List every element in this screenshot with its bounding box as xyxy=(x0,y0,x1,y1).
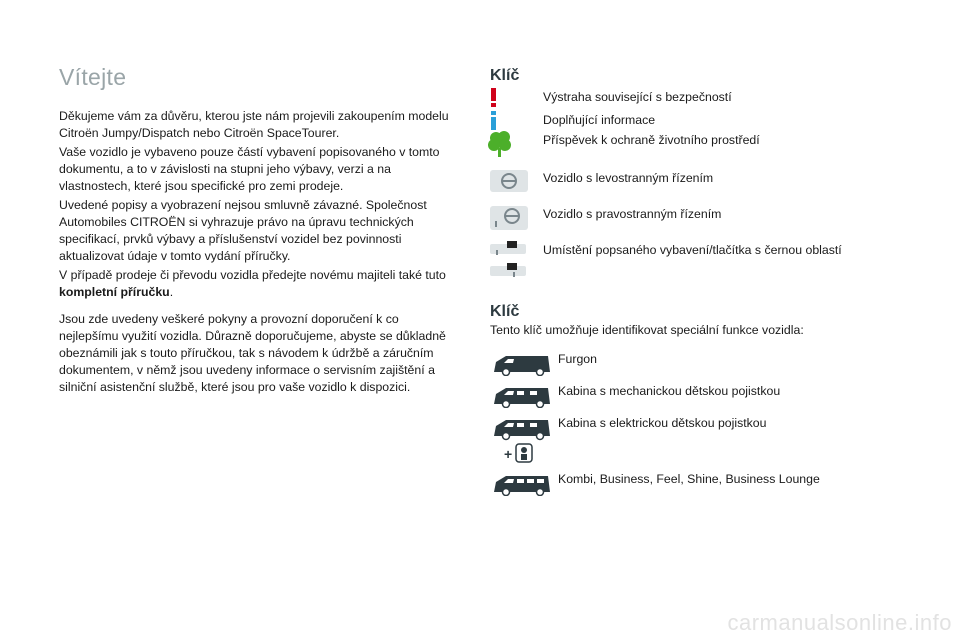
vehicle-item-cab-electric xyxy=(492,416,912,466)
info-icon xyxy=(488,110,508,132)
complete-manual-text: kompletní příručku xyxy=(59,285,170,299)
key-item-label: Doplňující informace xyxy=(543,113,656,127)
van-furgon-icon xyxy=(492,352,552,376)
van-cab-mechanical-lock-icon xyxy=(492,384,552,408)
page-title: Vítejte xyxy=(59,64,127,90)
left-hand-drive-icon xyxy=(488,168,532,194)
vehicle-item-label: Kabina s mechanickou dětskou pojistkou xyxy=(558,384,781,398)
vehicle-item-label: Furgon xyxy=(558,352,597,366)
button-location-icon xyxy=(488,240,532,284)
vehicle-item-label: Kabina s elektrickou dětskou pojistkou xyxy=(558,416,767,430)
instructions-paragraph: Jsou zde uvedeny veškeré pokyny a provozní doporučení k co nejlepšímu využití vozidla. Důrazně doporučujeme, abyste se důkladně obeznámili jak s touto příručkou, tak s návodem k údržbě a záručním dokumentem, v němž jsou uvedeny informace o servisním zajištění a silniční asistenční službě, které jsou pro vaše vozidlo k dispozici. xyxy=(59,312,446,394)
transfer-paragraph xyxy=(59,267,454,301)
key-item-lhd xyxy=(488,168,908,190)
specifications-paragraph: Uvedené popisy a vyobrazení nejsou smluvně závazné. Společnost Automobiles CITROËN si vyhrazuje právo na úpravu technických specifikací, prvků výbavy a příslušenství vozidel bez povinnosti aktualizovat údaje v tomto vydání příručky. xyxy=(59,198,427,263)
key-item-label: Vozidlo s pravostranným řízením xyxy=(543,207,722,221)
key-item-rhd xyxy=(488,204,908,226)
equipment-paragraph: Vaše vozidlo je vybaveno pouze částí vybavení popisovaného v tomto dokumentu, a to v závislosti na stupni jeho výbavy, verzi a na vlastnostech, které jsou specifické pro zemi prodeje. xyxy=(59,145,440,193)
key-item-label: Umístění popsaného vybavení/tlačítka s černou oblastí xyxy=(543,243,842,257)
right-hand-drive-icon xyxy=(488,204,532,232)
key-intro: Tento klíč umožňuje identifikovat speciální funkce vozidla: xyxy=(490,323,804,337)
transfer-end: . xyxy=(169,285,174,299)
key-item-info xyxy=(488,110,908,132)
key-heading: Klíč xyxy=(490,67,520,84)
key-item-warning xyxy=(488,87,908,109)
transfer-text: V případě prodeje či převodu vozidla předejte novému majiteli také tuto xyxy=(59,268,446,282)
vehicle-item-furgon xyxy=(492,352,912,378)
vehicle-item-combi xyxy=(492,472,912,500)
key-item-label: Příspěvek k ochraně životního prostředí xyxy=(543,133,760,147)
vehicle-item-cab-mechanical xyxy=(492,384,912,412)
key-item-environment xyxy=(488,130,908,152)
watermark: carmanualsonline.info xyxy=(727,610,952,635)
svg-text:+: + xyxy=(504,446,513,462)
key-item-label: Výstraha související s bezpečností xyxy=(543,90,732,104)
key-item-location xyxy=(488,240,908,262)
key-heading-vehicle: Klíč xyxy=(490,303,520,320)
key-item-label: Vozidlo s levostranným řízením xyxy=(543,171,714,185)
intro-paragraph: Děkujeme vám za důvěru, kterou jste nám projevili zakoupením modelu Citroën Jumpy/Dispatch nebo Citroën SpaceTourer. xyxy=(59,109,449,140)
vehicle-item-label: Kombi, Business, Feel, Shine, Business Lounge xyxy=(558,472,820,486)
warning-exclamation-icon xyxy=(488,87,508,109)
van-combi-icon xyxy=(492,472,552,496)
van-cab-electric-lock-icon xyxy=(492,416,558,466)
tree-icon xyxy=(488,130,514,158)
